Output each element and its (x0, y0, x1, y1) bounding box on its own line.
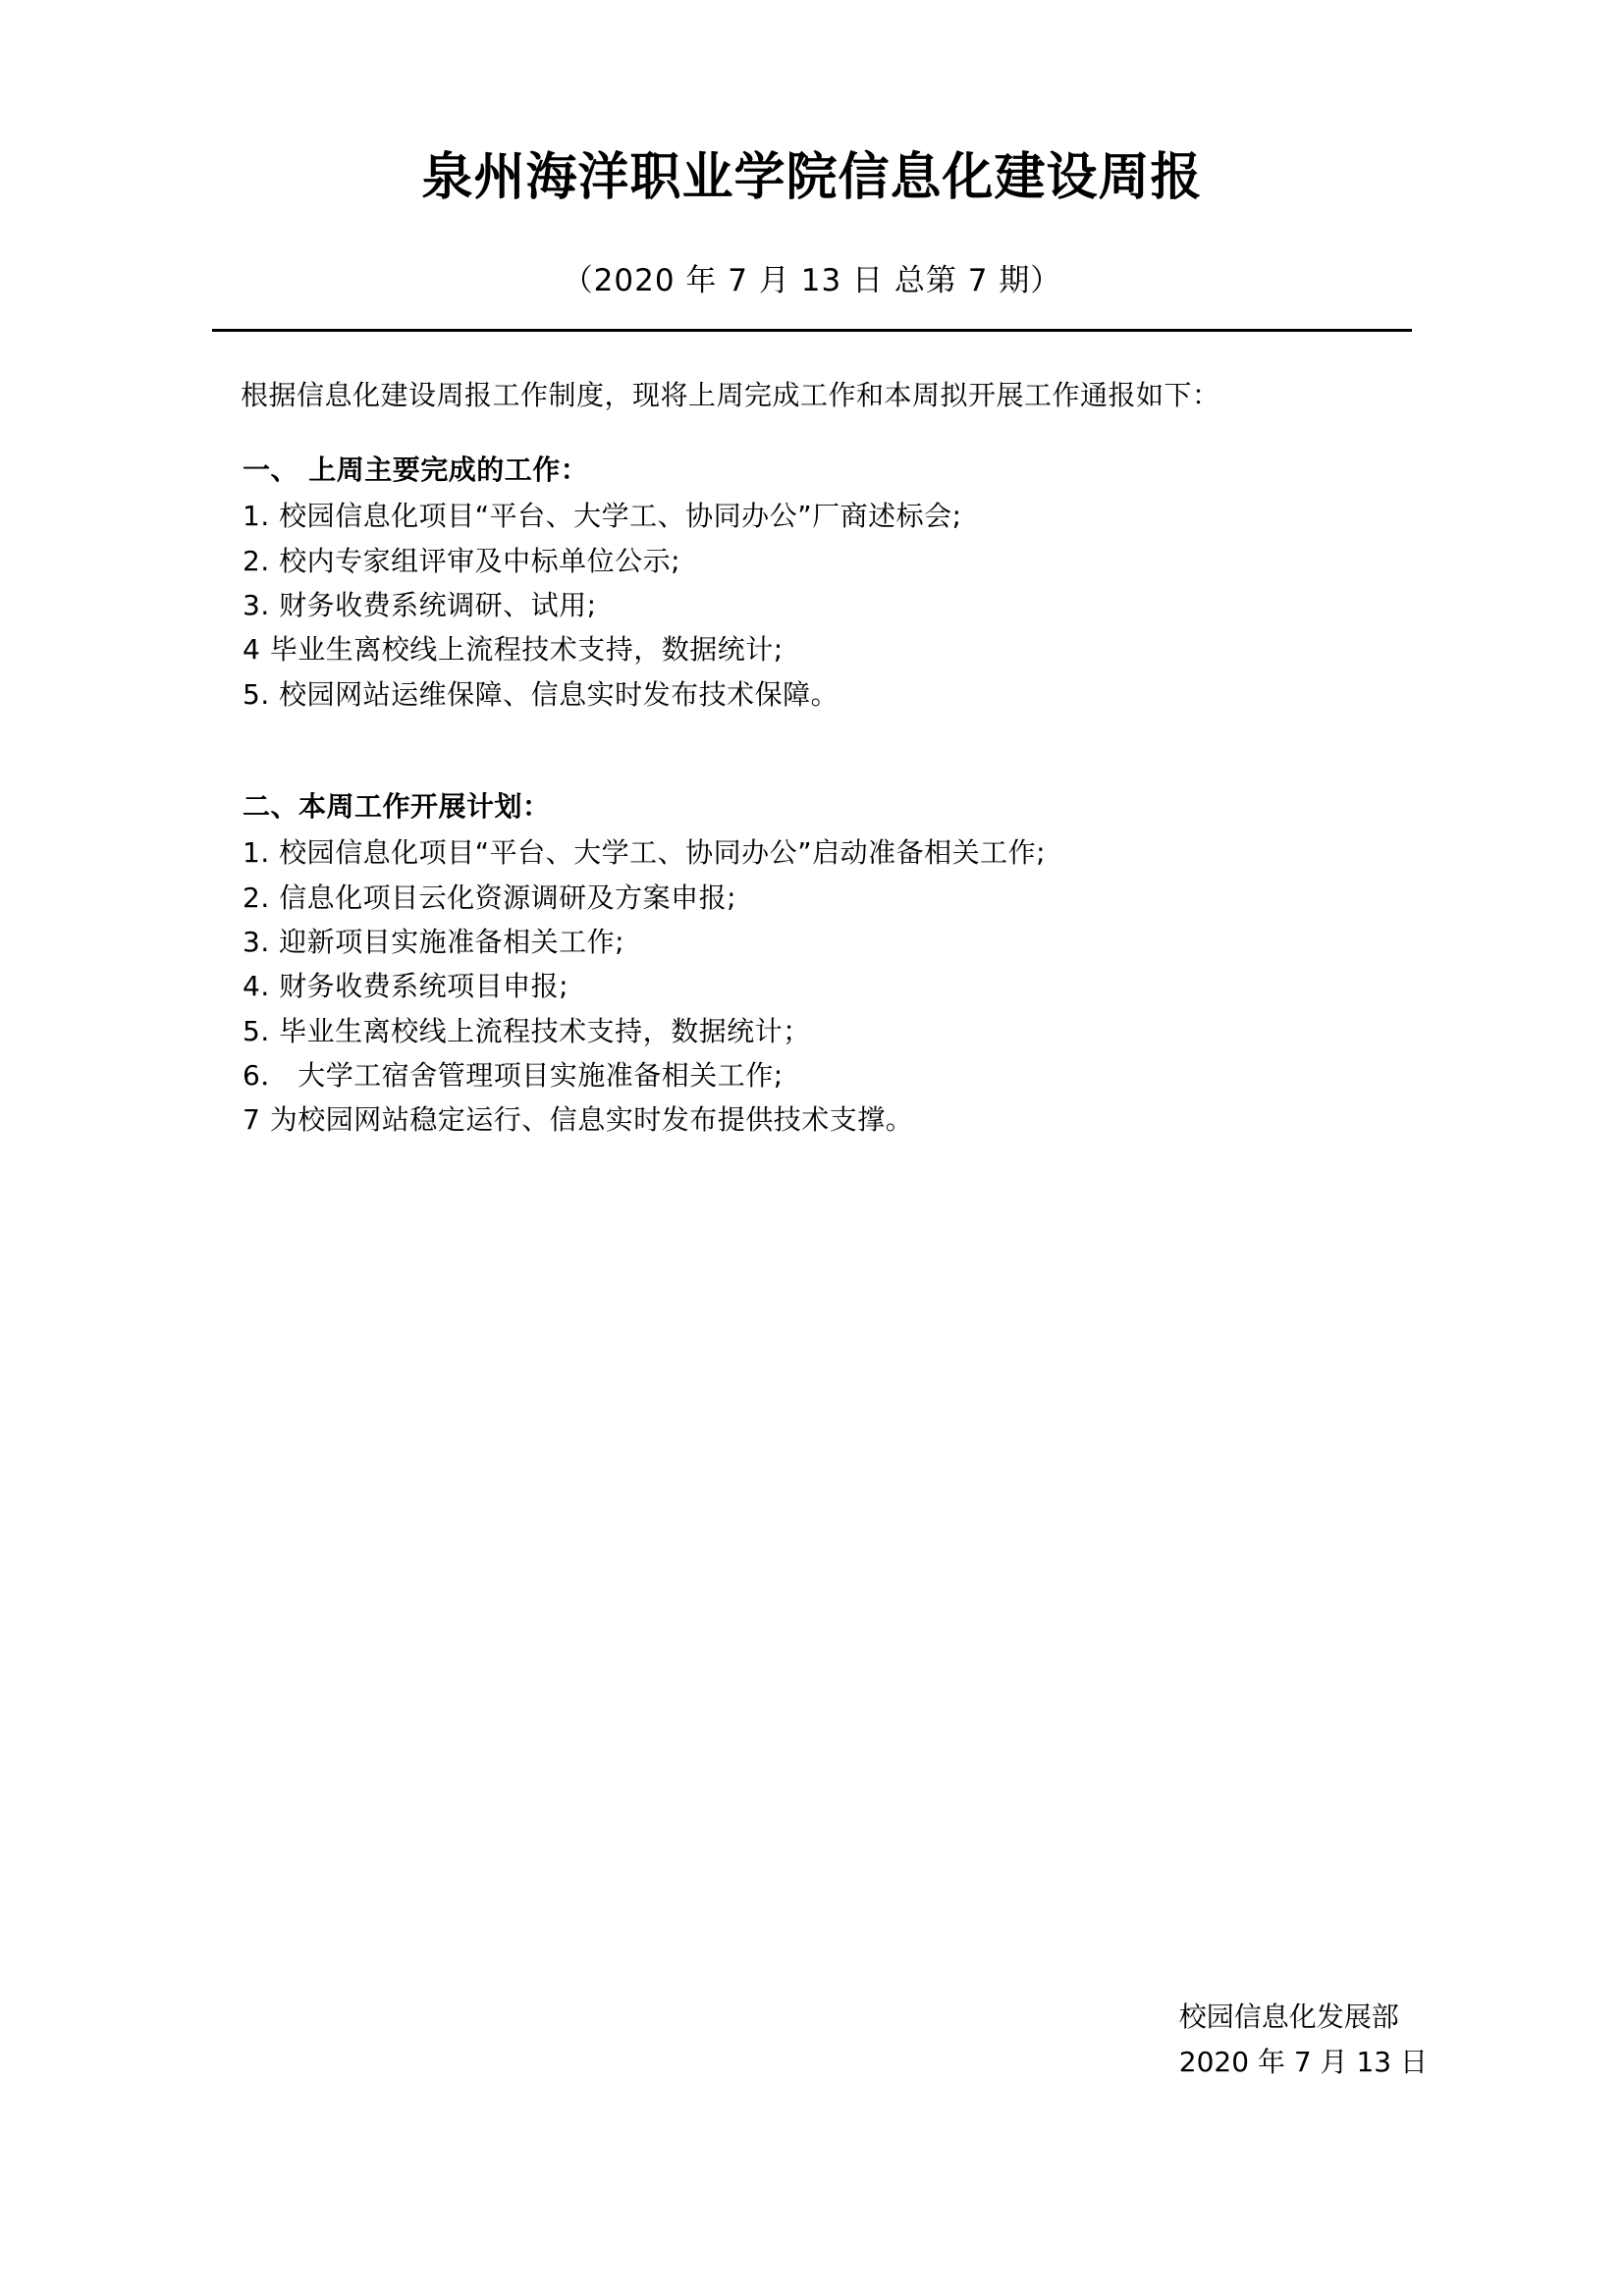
signature-department: 校园信息化发展部 (1178, 2000, 1399, 2033)
list-item: 2. 信息化项目云化资源调研及方案申报; (243, 881, 737, 914)
list-item: 6． 大学工宿舍管理项目实施准备相关工作; (243, 1058, 784, 1092)
document-body (164, 371, 1460, 1142)
list-item: 4. 财务收费系统项目申报; (243, 970, 569, 1003)
list-item: 1. 校园信息化项目“平台、大学工、协同办公”启动准备相关工作; (243, 836, 1047, 870)
list-item: 3. 财务收费系统调研、试用; (243, 589, 597, 622)
section-this-week (186, 785, 1460, 1143)
list-item: 2. 校内专家组评审及中标单位公示; (243, 544, 681, 577)
signature-date: 2020 年 7 月 13 日 (1178, 2045, 1428, 2078)
list-item: 4 毕业生离校线上流程技术支持，数据统计; (243, 633, 784, 667)
intro-paragraph: 根据信息化建设周报工作制度，现将上周完成工作和本周拟开展工作通报如下： (241, 379, 1220, 412)
section-heading-last-week: 一、 上周主要完成的工作： (243, 454, 589, 487)
section-heading-this-week: 二、本周工作开展计划： (243, 790, 551, 824)
list-item: 5. 毕业生离校线上流程技术支持，数据统计； (243, 1014, 811, 1047)
page-subtitle: （2020 年 7 月 13 日 总第 7 期） (562, 263, 1062, 299)
list-item: 3. 迎新项目实施准备相关工作; (243, 925, 625, 958)
list-item: 7 为校园网站稳定运行、信息实时发布提供技术支撑。 (243, 1103, 914, 1137)
section-last-week (186, 449, 1460, 717)
signature-block (1179, 1995, 1428, 2085)
list-item: 1. 校园信息化项目“平台、大学工、协同办公”厂商述标会; (243, 500, 962, 533)
header-divider (212, 329, 1412, 332)
list-item: 5. 校园网站运维保障、信息实时发布技术保障。 (243, 677, 839, 711)
page-title: 泉州海洋职业学院信息化建设周报 (421, 148, 1203, 207)
